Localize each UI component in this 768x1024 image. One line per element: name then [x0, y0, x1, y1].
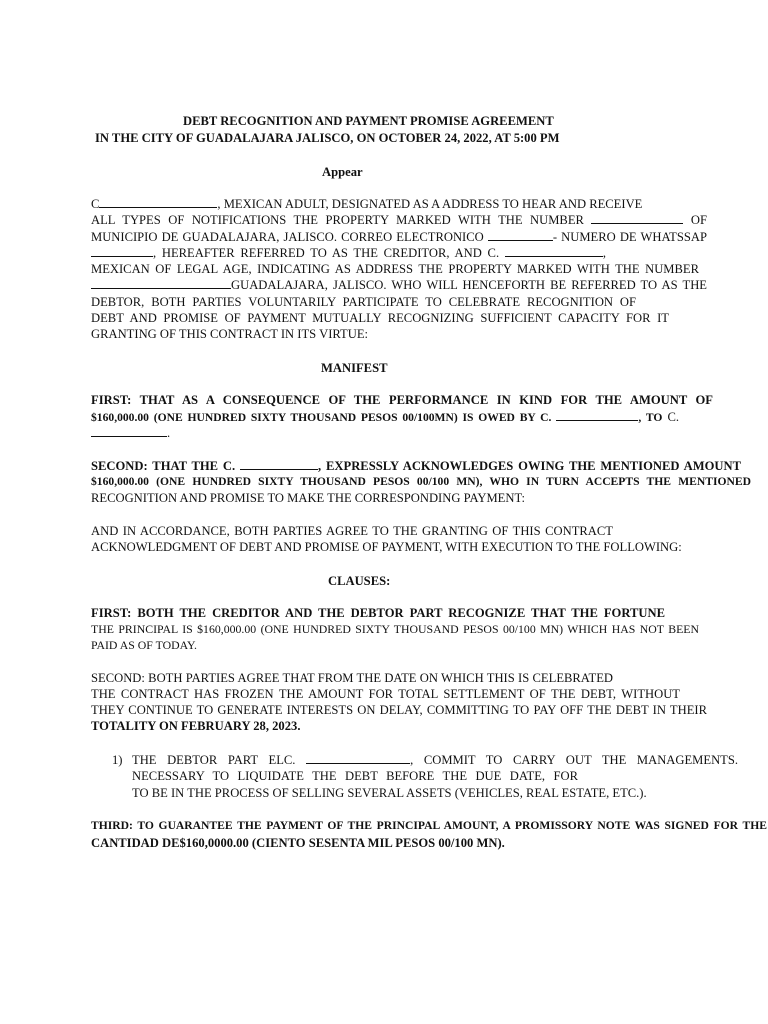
- document-title: DEBT RECOGNITION AND PAYMENT PROMISE AGREEMENT: [183, 114, 554, 128]
- first-line-2: $160,000.00 (ONE HUNDRED SIXTY THOUSAND PESOS 00/100MN) IS OWED BY C. , TO C.: [91, 410, 679, 424]
- blank-field: [91, 425, 167, 437]
- blank-field: [91, 277, 231, 289]
- document-subtitle: IN THE CITY OF GUADALAJARA JALISCO, ON OCTOBER 24, 2022, AT 5:00 PM: [95, 131, 560, 145]
- parties-line-7: DEBTOR, BOTH PARTIES VOLUNTARILY PARTICIPATE TO CELEBRATE RECOGNITION OF: [91, 295, 636, 309]
- parties-line-5: MEXICAN OF LEGAL AGE, INDICATING AS ADDRESS THE PROPERTY MARKED WITH THE NUMBER: [91, 262, 699, 276]
- blank-field: [91, 245, 153, 257]
- first-line-1: FIRST: THAT AS A CONSEQUENCE OF THE PERFORMANCE IN KIND FOR THE AMOUNT OF: [91, 393, 713, 407]
- blank-field: [240, 458, 318, 470]
- list-item-line-2: NECESSARY TO LIQUIDATE THE DEBT BEFORE THE DUE DATE, FOR: [132, 769, 578, 783]
- second-line-1: SECOND: THAT THE C. , EXPRESSLY ACKNOWLEDGES OWING THE MENTIONED AMOUNT: [91, 459, 741, 473]
- parties-line-9: GRANTING OF THIS CONTRACT IN ITS VIRTUE:: [91, 327, 369, 341]
- list-item-line-1: THE DEBTOR PART ELC. , COMMIT TO CARRY OUT THE MANAGEMENTS.: [132, 753, 739, 767]
- accordance-line-2: ACKNOWLEDGMENT OF DEBT AND PROMISE OF PAYMENT, WITH EXECUTION TO THE FOLLOWING:: [91, 540, 682, 554]
- clause-first-line-3: PAID AS OF TODAY.: [91, 638, 198, 652]
- manifest-heading: MANIFEST: [321, 361, 388, 375]
- blank-field: [488, 229, 553, 241]
- clauses-heading: CLAUSES:: [328, 574, 391, 588]
- clause-second-line-3: THEY CONTINUE TO GENERATE INTERESTS ON DELAY, COMMITTING TO PAY OFF THE DEBT IN THEIR: [91, 703, 707, 717]
- parties-line-2: ALL TYPES OF NOTIFICATIONS THE PROPERTY MARKED WITH THE NUMBER OF: [91, 213, 707, 227]
- parties-line-1: C , MEXICAN ADULT, DESIGNATED AS A ADDRESS TO HEAR AND RECEIVE: [91, 197, 643, 211]
- second-line-3: RECOGNITION AND PROMISE TO MAKE THE CORRESPONDING PAYMENT:: [91, 491, 526, 505]
- accordance-line-1: AND IN ACCORDANCE, BOTH PARTIES AGREE TO THE GRANTING OF THIS CONTRACT: [91, 524, 613, 538]
- clause-first-line-2: THE PRINCIPAL IS $160,000.00 (ONE HUNDRED SIXTY THOUSAND PESOS 00/100 MN) WHICH HAS NOT BEEN: [91, 622, 699, 636]
- clause-third-line-2: CANTIDAD DE$160,0000.00 (CIENTO SESENTA MIL PESOS 00/100 MN).: [91, 836, 505, 850]
- second-line-2: $160,000.00 (ONE HUNDRED SIXTY THOUSAND PESOS 00/100 MN), WHO IN TURN ACCEPTS THE MENTIONED: [91, 475, 751, 488]
- clause-second-line-2: THE CONTRACT HAS FROZEN THE AMOUNT FOR TOTAL SETTLEMENT OF THE DEBT, WITHOUT: [91, 687, 680, 701]
- parties-line-6: GUADALAJARA, JALISCO. WHO WILL HENCEFORTH BE REFERRED TO AS THE: [91, 277, 707, 293]
- list-item-line-3: TO BE IN THE PROCESS OF SELLING SEVERAL ASSETS (VEHICLES, REAL ESTATE, ETC.).: [132, 786, 647, 800]
- clause-third-line-1: THIRD: TO GUARANTEE THE PAYMENT OF THE PRINCIPAL AMOUNT, A PROMISSORY NOTE WAS SIGNED FOR THE: [91, 819, 767, 832]
- clause-first-line-1: FIRST: BOTH THE CREDITOR AND THE DEBTOR PART RECOGNIZE THAT THE FORTUNE: [91, 606, 665, 620]
- blank-field: [505, 245, 603, 257]
- clause-second-line-4: TOTALITY ON FEBRUARY 28, 2023.: [91, 719, 301, 733]
- appear-heading: Appear: [322, 165, 363, 179]
- blank-field: [591, 212, 683, 224]
- list-item-number: 1): [112, 753, 123, 767]
- parties-line-4: , HEREAFTER REFERRED TO AS THE CREDITOR, AND C. ,: [91, 245, 606, 261]
- clause-second-line-1: SECOND: BOTH PARTIES AGREE THAT FROM THE DATE ON WHICH THIS IS CELEBRATED: [91, 671, 613, 685]
- blank-field: [99, 196, 217, 208]
- blank-field: [556, 409, 638, 421]
- parties-line-8: DEBT AND PROMISE OF PAYMENT MUTUALLY RECOGNIZING SUFFICIENT CAPACITY FOR IT: [91, 311, 669, 325]
- parties-line-3: MUNICIPIO DE GUADALAJARA, JALISCO. CORREO ELECTRONICO - NUMERO DE WHATSSAP: [91, 230, 707, 244]
- blank-field: [306, 752, 410, 764]
- first-line-3: .: [91, 425, 170, 441]
